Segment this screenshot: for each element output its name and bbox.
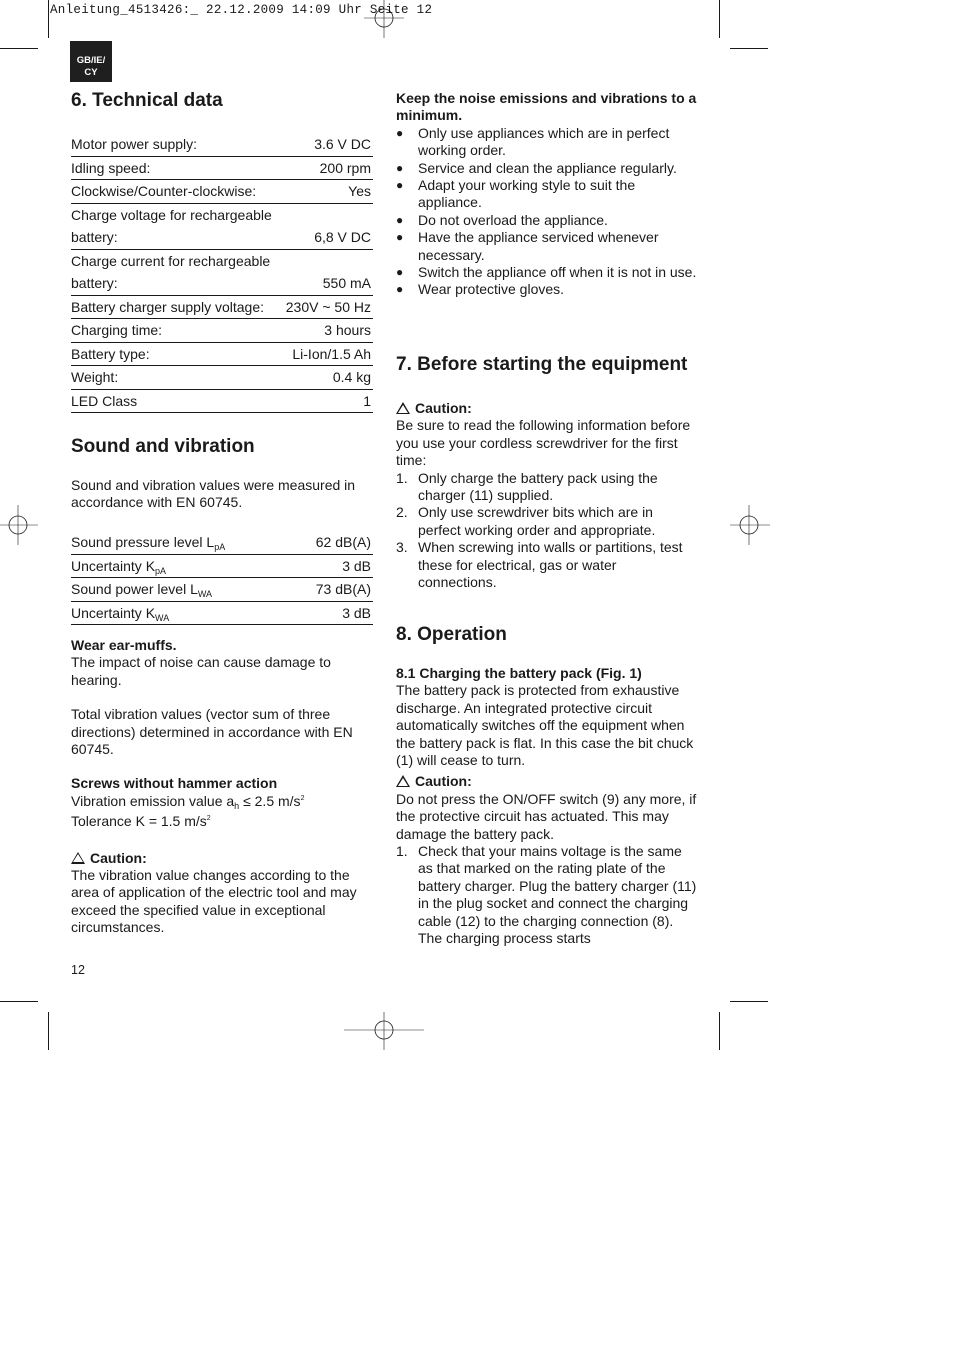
earmuffs-heading: Wear ear-muffs. <box>71 637 177 653</box>
caution-heading: Caution: <box>71 850 373 867</box>
list-item: ● Service and clean the appliance regularly. <box>396 160 698 177</box>
caution-heading: Caution: <box>396 400 698 417</box>
row-label: Uncertainty $K_{pA}$ <box>71 554 291 578</box>
table-row <box>71 249 373 272</box>
table-row <box>71 554 373 578</box>
sound-table <box>71 531 373 625</box>
table-row <box>71 156 373 180</box>
list-item: 1. Only charge the battery pack using the charger (11) supplied. <box>396 469 658 504</box>
row-label: Sound power level $L_{WA}$ <box>71 578 291 602</box>
table-row <box>71 601 373 625</box>
emission-value: Vibration emission value $a_h \le 2.5$ $m/s^2$ <box>71 792 305 811</box>
list-item: 3. When screwing into walls or partitions, test these for electrical, gas or water connections. <box>396 539 683 591</box>
noise-list <box>396 125 698 299</box>
tolerance-value: Tolerance K = 1.5 $m/s^2$ <box>71 813 211 830</box>
registration-mark-top <box>364 0 404 40</box>
before-starting-title: 7. Before starting the equipment <box>396 354 688 375</box>
registration-mark-left <box>0 505 40 545</box>
row-label: Sound pressure level $L_{pA}$ <box>71 531 291 554</box>
list-item: 1. Check that your mains voltage is the same as that marked on the rating plate of the battery charger. Plug the battery charger (11) in the plug socket and connect the charging cable (12) to the charging connection (8). The charging process starts <box>396 843 697 947</box>
row-value: 62 dB(A) <box>291 531 373 554</box>
list-item: ● Switch the appliance off when it is not in use. <box>396 264 698 281</box>
row-label: Battery type: <box>71 342 279 366</box>
badge-line-2: CY <box>84 67 98 78</box>
row-value: Yes <box>279 180 373 204</box>
table-row <box>71 319 373 343</box>
row-value: 73 dB(A) <box>291 578 373 602</box>
table-row <box>71 133 373 156</box>
table-row <box>71 531 373 554</box>
caution-heading: Caution: <box>396 773 698 790</box>
row-value: 3.6 V DC <box>279 133 373 156</box>
warning-icon <box>396 775 410 787</box>
warning-icon <box>71 852 85 864</box>
row-label: Idling speed: <box>71 156 279 180</box>
row-label: Motor power supply: <box>71 133 279 156</box>
screws-heading: Screws without hammer action <box>71 775 278 792</box>
before-list <box>396 470 698 592</box>
row-value: 3 dB <box>291 601 373 625</box>
registration-mark-right <box>728 505 772 545</box>
language-badge <box>70 41 112 82</box>
before-starting-block <box>396 400 698 591</box>
table-row <box>71 226 373 249</box>
row-label: Charge voltage for rechargeable <box>71 206 272 223</box>
earmuffs-text: The impact of noise can cause damage to hearing. <box>71 654 331 688</box>
row-label: Battery charger supply voltage: <box>71 295 279 319</box>
row-label: Uncertainty $K_{WA}$ <box>71 601 291 625</box>
table-row <box>71 272 373 295</box>
row-label: Charge current for rechargeable <box>71 252 271 269</box>
registration-mark-bottom <box>344 1012 424 1050</box>
row-label: Clockwise/Counter-clockwise: <box>71 180 279 204</box>
table-row <box>71 389 373 413</box>
table-row <box>71 180 373 204</box>
technical-data-title: 6. Technical data <box>71 90 223 111</box>
row-label: Charging time: <box>71 319 279 343</box>
page-number: 12 <box>71 963 85 977</box>
row-value: 0.4 kg <box>279 366 373 390</box>
sound-vibration-title: Sound and vibration <box>71 436 255 457</box>
caution-text: The vibration value changes according to the area of application of the electric tool and may exceed the specified value in exceptional circumstances. <box>71 867 357 936</box>
table-row <box>71 342 373 366</box>
row-label: battery: <box>71 226 279 249</box>
row-value: 3 hours <box>279 319 373 343</box>
operation-block <box>396 665 698 948</box>
row-value: 230V ~ 50 Hz <box>279 295 373 319</box>
vibration-text: Total vibration values (vector sum of three directions) determined in accordance with EN 60745. <box>71 706 353 758</box>
row-value: 3 dB <box>291 554 373 578</box>
row-value: 200 rpm <box>279 156 373 180</box>
table-row <box>71 203 373 226</box>
row-label: battery: <box>71 272 279 295</box>
warning-icon <box>396 402 410 414</box>
operation-title: 8. Operation <box>396 624 507 645</box>
charging-text: The battery pack is protected from exhaustive discharge. An integrated protective circuit automatically switches off the equipment when the battery pack is flat. In this case the bit chuck (1) will cease to turn. <box>396 682 694 769</box>
list-item: 2. Only use screwdriver bits which are in perfect working order and appropriate. <box>396 504 656 538</box>
technical-data-table <box>71 133 373 413</box>
table-row <box>71 295 373 319</box>
badge-line-1: GB/IE/ <box>76 55 106 66</box>
row-label: Weight: <box>71 366 279 390</box>
table-row <box>71 578 373 602</box>
row-label: LED Class <box>71 389 279 413</box>
list-item: ● Wear protective gloves. <box>396 281 698 298</box>
earmuffs-block <box>71 637 373 937</box>
row-value: 550 mA <box>279 272 373 295</box>
noise-block <box>396 90 698 299</box>
list-item: ● Do not overload the appliance. <box>396 212 698 229</box>
row-value: 1 <box>279 389 373 413</box>
row-value: Li-Ion/1.5 Ah <box>279 342 373 366</box>
table-row <box>71 366 373 390</box>
list-item: ● Only use appliances which are in perfect working order. <box>396 125 698 160</box>
list-item: ● Adapt your working style to suit the appliance. <box>396 177 698 212</box>
print-header: Anleitung_4513426:_ 22.12.2009 14:09 Uhr Seite 12 <box>50 3 433 17</box>
operation-steps <box>396 843 698 947</box>
operation-caution-text: Do not press the ON/OFF switch (9) any more, if the protective circuit has actuated. This may damage the battery pack. <box>396 790 697 842</box>
row-value: 6,8 V DC <box>279 226 373 249</box>
list-item: ● Have the appliance serviced whenever necessary. <box>396 229 698 264</box>
sound-intro: Sound and vibration values were measured in accordance with EN 60745. <box>71 477 356 511</box>
noise-heading: Keep the noise emissions and vibrations to a minimum. <box>396 90 697 124</box>
charging-subtitle: 8.1 Charging the battery pack (Fig. 1) <box>396 665 642 681</box>
before-intro: Be sure to read the following information before you use your cordless screwdriver for the first time: <box>396 417 691 469</box>
